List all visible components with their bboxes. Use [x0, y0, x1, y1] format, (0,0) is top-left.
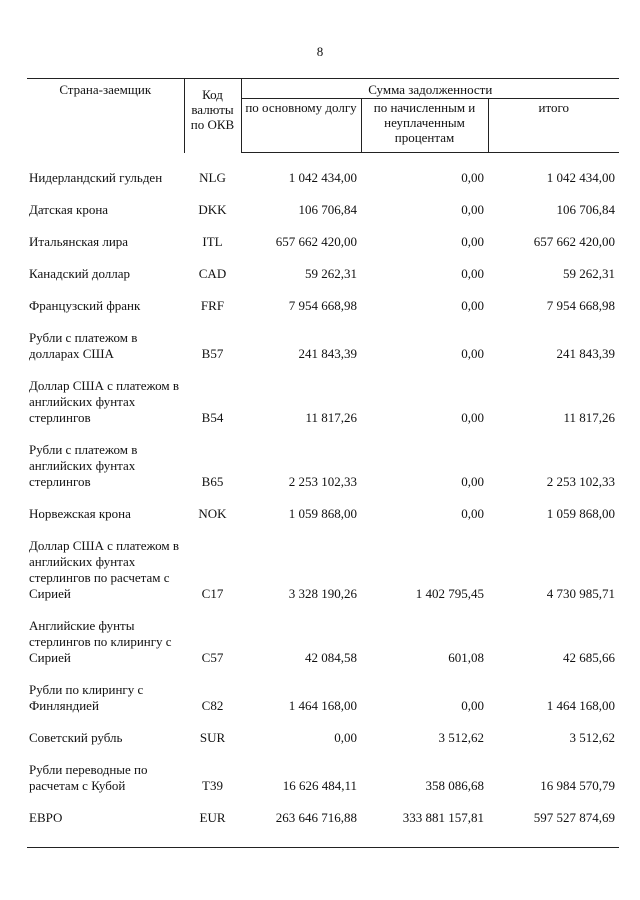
total-cell: 106 706,84 [556, 202, 615, 217]
interest-cell: 0,00 [461, 474, 484, 489]
principal-cell: 16 626 484,11 [282, 778, 357, 793]
interest-cell: 601,08 [448, 650, 484, 665]
interest-cell: 0,00 [461, 266, 484, 281]
total-cell: 3 512,62 [569, 730, 615, 745]
currency-name-cell: Рубли с платежом в долларах США [29, 330, 138, 361]
interest-cell: 358 086,68 [425, 778, 484, 793]
currency-name-cell: Английские фунты стерлингов по клирингу с Сирией [29, 618, 172, 665]
table-row [27, 602, 619, 666]
table-header [27, 79, 619, 153]
interest-cell: 0,00 [461, 410, 484, 425]
interest-cell: 0,00 [461, 698, 484, 713]
interest-cell: 0,00 [461, 298, 484, 313]
principal-cell: 1 464 168,00 [288, 698, 357, 713]
header-interest: по начисленным и неуплаченным процентам [361, 99, 488, 153]
currency-name-cell: Рубли с платежом в английских фунтах стерлингов [29, 442, 138, 489]
table-row [27, 490, 619, 522]
total-cell: 16 984 570,79 [540, 778, 615, 793]
total-cell: 1 059 868,00 [546, 506, 615, 521]
principal-cell: 106 706,84 [298, 202, 357, 217]
currency-code-cell: DKK [198, 202, 227, 217]
currency-code-cell: NOK [198, 506, 227, 521]
header-country: Страна-заемщик [27, 79, 184, 153]
currency-code-cell: SUR [199, 730, 226, 745]
table-row [27, 218, 619, 250]
total-cell: 1 464 168,00 [546, 698, 615, 713]
principal-cell: 263 646 716,88 [275, 810, 357, 825]
bottom-rule [27, 847, 619, 848]
table-row [27, 153, 619, 187]
table-row [27, 250, 619, 282]
total-cell: 7 954 668,98 [546, 298, 615, 313]
currency-code-cell: EUR [199, 810, 226, 825]
table-row [27, 666, 619, 714]
table-row [27, 714, 619, 746]
total-cell: 597 527 874,69 [533, 810, 615, 825]
header-principal: по основному долгу [241, 99, 361, 153]
currency-code-cell: B54 [201, 410, 224, 425]
table-row [27, 282, 619, 314]
currency-code-cell: ITL [202, 234, 223, 249]
principal-cell: 3 328 190,26 [288, 586, 357, 601]
interest-cell: 0,00 [461, 506, 484, 521]
total-cell: 59 262,31 [563, 266, 615, 281]
total-cell: 1 042 434,00 [546, 170, 615, 185]
currency-code-cell: C57 [201, 650, 224, 665]
table-row [27, 362, 619, 426]
interest-cell: 3 512,62 [438, 730, 484, 745]
currency-name-cell: Советский рубль [29, 730, 123, 745]
interest-cell: 0,00 [461, 202, 484, 217]
currency-code-cell: C17 [201, 586, 224, 601]
currency-code-cell: CAD [198, 266, 227, 281]
header-currency-code: Код валюты по ОКВ [184, 79, 241, 153]
currency-name-cell: Французский франк [29, 298, 141, 313]
currency-name-cell: Рубли по клирингу с Финляндией [29, 682, 144, 713]
currency-name-cell: ЕВРО [29, 810, 63, 825]
principal-cell: 1 059 868,00 [288, 506, 357, 521]
page-number: 8 [316, 44, 324, 59]
interest-cell: 0,00 [461, 346, 484, 361]
currency-code-cell: C82 [201, 698, 224, 713]
table-row [27, 522, 619, 602]
principal-cell: 657 662 420,00 [275, 234, 357, 249]
total-cell: 241 843,39 [556, 346, 615, 361]
header-debt-sum: Сумма задолженности [241, 79, 619, 99]
table-row [27, 314, 619, 362]
total-cell: 42 685,66 [563, 650, 615, 665]
currency-code-cell: B57 [201, 346, 224, 361]
currency-name-cell: Нидерландский гульден [29, 170, 163, 185]
currency-name-cell: Итальянская лира [29, 234, 129, 249]
principal-cell: 1 042 434,00 [288, 170, 357, 185]
principal-cell: 59 262,31 [305, 266, 357, 281]
total-cell: 4 730 985,71 [546, 586, 615, 601]
table-row [27, 186, 619, 218]
interest-cell: 1 402 795,45 [415, 586, 484, 601]
currency-name-cell: Датская крона [29, 202, 109, 217]
principal-cell: 7 954 668,98 [288, 298, 357, 313]
currency-code-cell: FRF [200, 298, 225, 313]
table-row [27, 746, 619, 794]
currency-code-cell: NLG [199, 170, 226, 185]
principal-cell: 241 843,39 [298, 346, 357, 361]
currency-name-cell: Доллар США с платежом в английских фунтах стерлингов [29, 378, 179, 425]
currency-code-cell: B65 [201, 474, 224, 489]
principal-cell: 2 253 102,33 [288, 474, 357, 489]
table-row [27, 794, 619, 826]
principal-cell: 42 084,58 [305, 650, 357, 665]
table-body [27, 153, 619, 827]
table-row [27, 426, 619, 490]
header-total: итого [488, 99, 619, 153]
total-cell: 11 817,26 [563, 410, 615, 425]
currency-name-cell: Доллар США с платежом в английских фунтах стерлингов по расчетам с Сирией [29, 538, 179, 601]
interest-cell: 333 881 157,81 [402, 810, 484, 825]
currency-name-cell: Канадский доллар [29, 266, 131, 281]
currency-name-cell: Рубли переводные по расчетам с Кубой [29, 762, 148, 793]
interest-cell: 0,00 [461, 234, 484, 249]
currency-code-cell: T39 [202, 778, 223, 793]
principal-cell: 0,00 [334, 730, 357, 745]
total-cell: 2 253 102,33 [546, 474, 615, 489]
debt-table [27, 78, 619, 826]
total-cell: 657 662 420,00 [533, 234, 615, 249]
principal-cell: 11 817,26 [305, 410, 357, 425]
interest-cell: 0,00 [461, 170, 484, 185]
currency-name-cell: Норвежская крона [29, 506, 131, 521]
